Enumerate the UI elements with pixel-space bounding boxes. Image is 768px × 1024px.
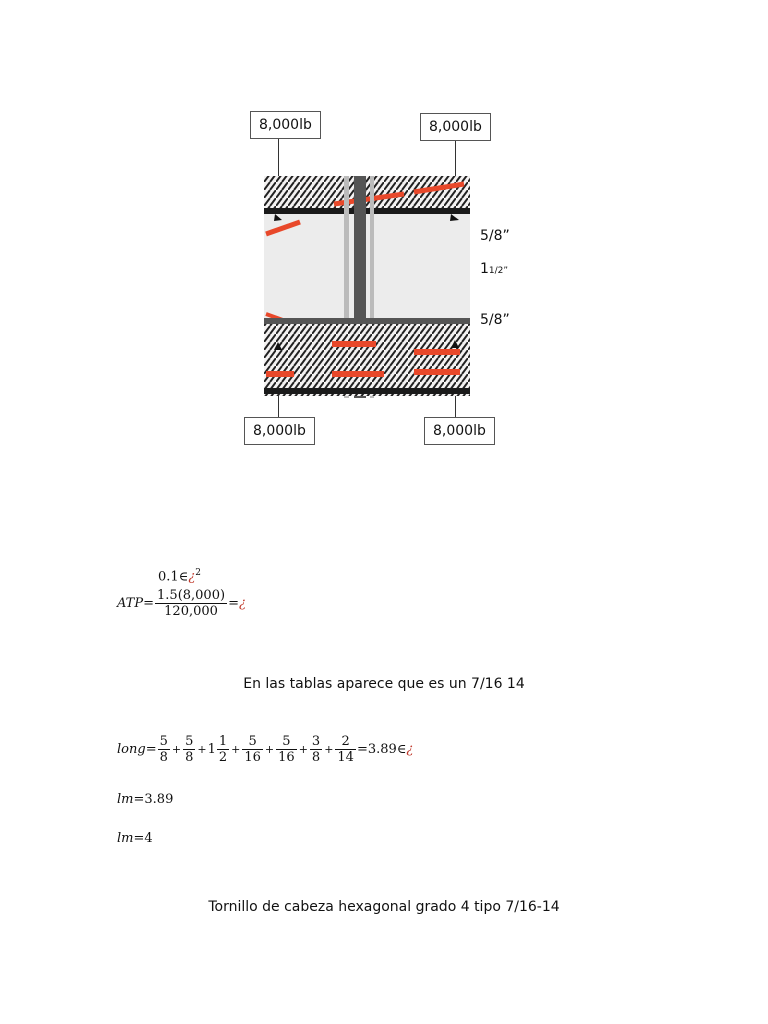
atp-equation: ATP= $\frac{1.5(8,000)}{120,000}$ =¿ — [117, 588, 246, 619]
load-label-bottom-right: 8,000lb — [424, 417, 495, 445]
dim-top-plate: 5/8” — [480, 228, 510, 244]
dim-bottom-plate: 5/8” — [480, 312, 510, 328]
lm-equation-1: lm=3.89 — [117, 792, 174, 807]
bolted-joint-figure — [264, 174, 474, 406]
dim-middle: 11/2” — [480, 261, 509, 277]
lm-equation-2: lm=4 — [117, 831, 153, 846]
bottom-plate-edge-lower — [264, 388, 470, 394]
tornillo-text: Tornillo de cabeza hexagonal grado 4 tipo 7/16-14 — [208, 899, 560, 915]
load-label-top-left: 8,000lb — [250, 111, 321, 139]
bottom-plate-hatch — [264, 324, 470, 396]
middle-member — [264, 214, 470, 318]
length-equation: long= $\frac{5}{8}$ + $\frac{5}{8}$ +1 $\frac{1}{2}$ + $\frac{5}{16}$ + $\frac{5}{16}$ + $\frac{3}{8}$ + $\frac{2}{14}$ =3.89∈¿ — [117, 734, 414, 765]
load-label-bottom-left: 8,000lb — [244, 417, 315, 445]
top-plate-edge — [264, 208, 470, 214]
top-plate-hatch — [264, 176, 470, 212]
load-label-top-right: 8,000lb — [420, 113, 491, 141]
tablas-text: En las tablas aparece que es un 7/16 14 — [243, 676, 525, 692]
bottom-plate-edge — [264, 318, 470, 324]
atp-upper-expression: 0.1∈¿$^2$ — [158, 568, 202, 585]
